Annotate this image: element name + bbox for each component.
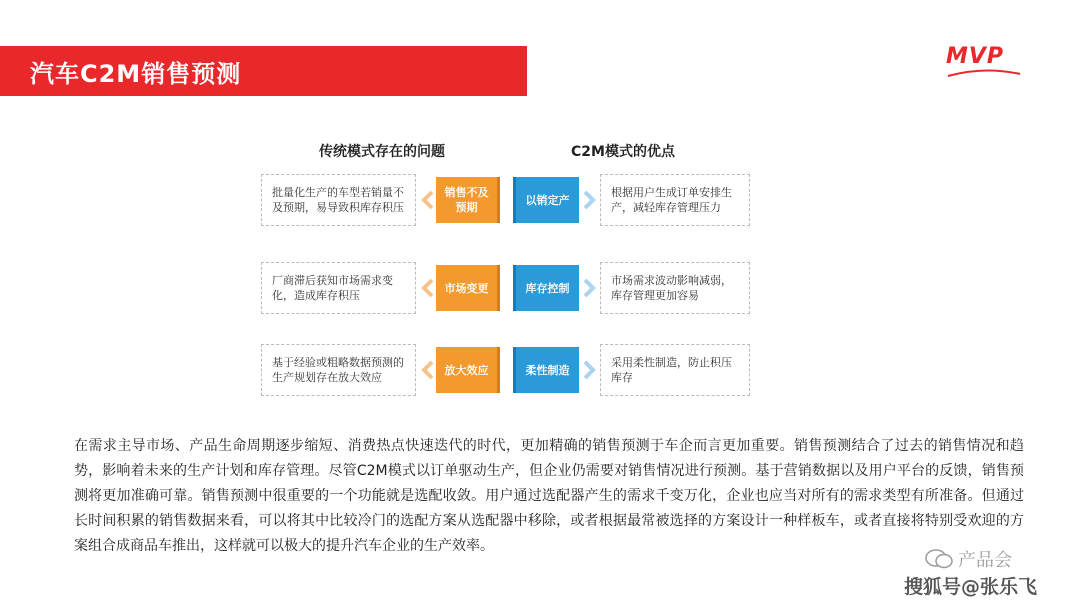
problem-text: 批量化生产的车型若销量不及预期，易导致积库存积压 [272, 186, 404, 214]
chevron-right-icon [583, 360, 597, 380]
benefit-text: 市场需求波动影响减弱，库存管理更加容易 [611, 274, 732, 302]
chevron-right-icon [583, 190, 597, 210]
title-bar [0, 46, 527, 96]
logo-swoosh-icon [946, 68, 1022, 78]
chevron-left-icon [420, 190, 434, 210]
solution-tag-label: 以销定产 [525, 194, 570, 207]
problem-tag [436, 347, 500, 393]
problem-tag-line1: 放大效应 [444, 363, 489, 377]
solution-tag [513, 347, 579, 393]
left-column-title: 传统模式存在的问题 [319, 144, 445, 160]
problem-text: 基于经验或粗略数据预测的生产规划存在放大效应 [272, 356, 404, 384]
diagram-row [0, 262, 1080, 314]
benefit-text: 根据用户生成订单安排生产，减轻库存管理压力 [611, 186, 732, 214]
problem-tag [436, 177, 500, 223]
chevron-left-icon [420, 360, 434, 380]
benefit-box [600, 174, 750, 226]
right-column-title: C2M模式的优点 [571, 144, 675, 160]
logo-text: MVP [946, 44, 1005, 69]
watermark-chat [924, 546, 1012, 572]
problem-box [261, 344, 416, 396]
watermark-text: 产品会 [958, 550, 1012, 571]
solution-tag [513, 177, 579, 223]
benefit-box [600, 344, 750, 396]
chevron-left-icon [420, 278, 434, 298]
chevron-right-icon [583, 278, 597, 298]
problem-tag-line2: 预期 [455, 201, 478, 214]
diagram-row [0, 344, 1080, 396]
solution-tag-label: 柔性制造 [525, 364, 570, 377]
problem-box [261, 262, 416, 314]
watermark-source: 搜狐号@张乐飞 [904, 576, 1038, 598]
solution-tag [513, 265, 579, 311]
problem-text: 厂商滞后获知市场需求变化，造成库存积压 [272, 274, 393, 302]
solution-tag-label: 库存控制 [525, 282, 570, 295]
benefit-box [600, 262, 750, 314]
mvp-logo [946, 44, 1026, 84]
problem-tag-line1: 销售不及 [444, 186, 489, 199]
body-paragraph: 在需求主导市场、产品生命周期逐步缩短、消费热点快速迭代的时代，更加精确的销售预测于车企而言更加重要。销售预测结合了过去的销售情况和趋势，影响着未来的生产计划和库存管理。尽管C2M模式以订单驱动生产，但企业仍需要对销售情况进行预测。基于营销数据以及用户平台的反馈，销售预测将更加准确可靠。销售预测中很重要的一个功能就是选配收敛。用户通过选配器产生的需求千变万化，企业也应当对所有的需求类型有所准备。但通过长时间积累的销售数据来看，可以将其中比较冷门的选配方案从选配器中移除，或者根据最常被选择的方案设计一种样板车，或者直接将特别受欢迎的方案组合成商品车推出，这样就可以极大的提升汽车企业的生产效率。 [74, 438, 1024, 554]
chat-bubble-icon [924, 548, 954, 570]
problem-tag-line1: 市场变更 [444, 281, 489, 295]
problem-box [261, 174, 416, 226]
diagram-row [0, 174, 1080, 226]
page-title: 汽车C2M销售预测 [30, 59, 242, 88]
benefit-text: 采用柔性制造，防止积压库存 [611, 356, 732, 384]
problem-tag [436, 265, 500, 311]
